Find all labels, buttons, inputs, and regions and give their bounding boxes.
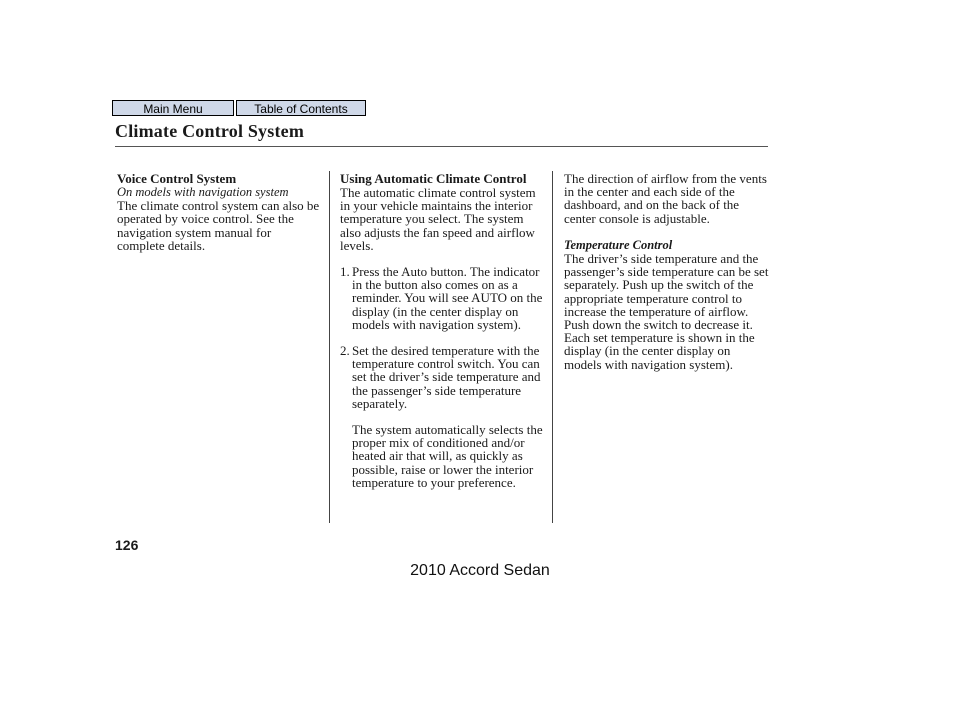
- temperature-control-subheading: Temperature Control: [564, 237, 673, 252]
- step-1: [340, 265, 545, 331]
- temperature-control-body: The driver’s side temperature and the passenger’s side temperature can be set separately. Push up the switch of the appropriate temperature control to increase the temperature of airflow. Push down the switch to decrease it. Each set temperature is shown in the display (in the center display on models with navigation system).: [564, 251, 769, 372]
- column-airflow-temperature: [564, 172, 769, 371]
- main-menu-button[interactable]: Main Menu: [112, 100, 234, 116]
- footer-model-label: 2010 Accord Sedan: [410, 562, 550, 579]
- automatic-climate-intro: The automatic climate control system in your vehicle maintains the interior temperature you select. The system also adjusts the fan speed and airflow levels.: [340, 185, 536, 253]
- step-text: Press the Auto button. The indicator in the button also comes on as a reminder. You will see AUTO on the display (in the center display on models with navigation system).: [352, 264, 543, 332]
- page-number: 126: [115, 537, 139, 553]
- voice-control-heading: Voice Control System: [117, 171, 237, 186]
- column-divider-2: [552, 171, 553, 523]
- page-title: Climate Control System: [115, 121, 305, 141]
- automatic-climate-heading: Using Automatic Climate Control: [340, 171, 527, 186]
- column-automatic-climate: [340, 172, 545, 489]
- column-divider-1: [329, 171, 330, 523]
- voice-control-subheading: On models with navigation system: [117, 185, 289, 199]
- step-text: Set the desired temperature with the temperature control switch. You can set the driver’s side temperature and the passenger’s side temperature separately.: [352, 343, 541, 411]
- automatic-climate-followup: The system automatically selects the proper mix of conditioned and/or heated air that will, as quickly as possible, raise or lower the interior temperature to your preference.: [352, 422, 543, 490]
- step-number: 1.: [340, 264, 350, 280]
- column-voice-control: [117, 172, 322, 252]
- step-2: [340, 344, 545, 410]
- voice-control-body: The climate control system can also be operated by voice control. See the navigation system manual for complete details.: [117, 198, 320, 253]
- step-number: 2.: [340, 343, 350, 359]
- title-divider: [115, 146, 768, 147]
- airflow-direction-text: The direction of airflow from the vents in the center and each side of the dashboard, and on the back of the center console is adjustable.: [564, 171, 767, 226]
- table-of-contents-button[interactable]: Table of Contents: [236, 100, 366, 116]
